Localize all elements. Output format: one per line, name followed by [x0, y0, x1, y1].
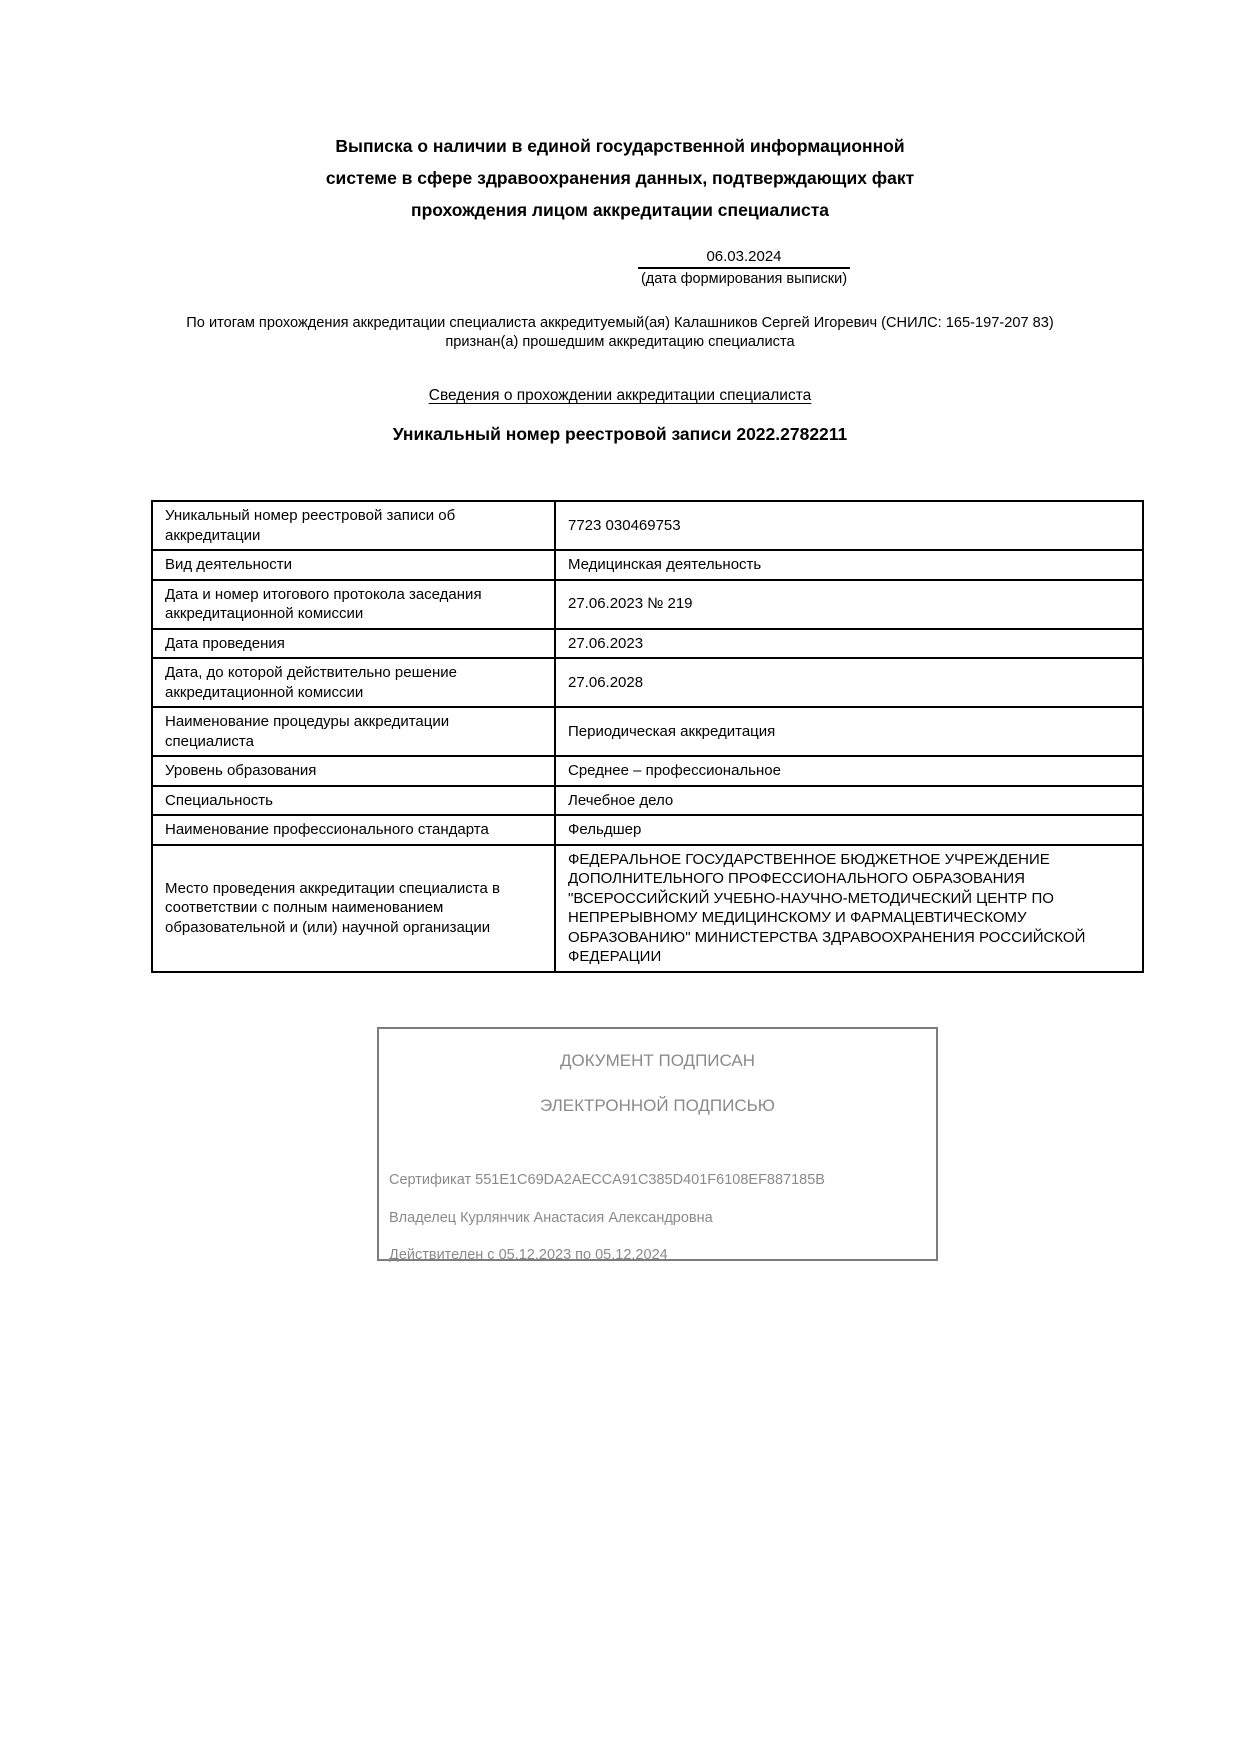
table-row	[152, 756, 1143, 786]
signature-header-line1: ДОКУМЕНТ ПОДПИСАН	[559, 1050, 756, 1070]
document-title-line: прохождения лицом аккредитации специалиста	[411, 200, 829, 220]
row-label: Дата и номер итогового протокола заседания аккредитационной комиссии	[152, 580, 555, 629]
table-row	[152, 815, 1143, 845]
table-row	[152, 786, 1143, 816]
intro-line: признан(а) прошедшим аккредитацию специалиста	[445, 334, 795, 350]
signature-owner-line: Владелец Курлянчик Анастасия Александровна	[389, 1209, 713, 1226]
row-label: Уникальный номер реестровой записи об аккредитации	[152, 501, 555, 550]
intro-line: По итогам прохождения аккредитации специалиста аккредитуемый(ая) Калашников Сергей Игоревич (СНИЛС: 165-197-207 83)	[186, 315, 1054, 331]
row-value: ФЕДЕРАЛЬНОЕ ГОСУДАРСТВЕННОЕ БЮДЖЕТНОЕ УЧРЕЖДЕНИЕ ДОПОЛНИТЕЛЬНОГО ПРОФЕССИОНАЛЬНОГО ОБРАЗОВАНИЯ "ВСЕРОССИЙСКИЙ УЧЕБНО-НАУЧНО-МЕТОДИЧЕСКИЙ ЦЕНТР ПО НЕПРЕРЫВНОМУ МЕДИЦИНСКОМУ И ФАРМАЦЕВТИЧЕСКОМУ ОБРАЗОВАНИЮ" МИНИСТЕРСТВА ЗДРАВООХРАНЕНИЯ РОССИЙСКОЙ ФЕДЕРАЦИИ	[555, 845, 1143, 972]
row-label: Специальность	[152, 786, 555, 816]
row-value: Периодическая аккредитация	[555, 707, 1143, 756]
accreditation-table	[151, 500, 1144, 973]
row-label: Уровень образования	[152, 756, 555, 786]
row-label: Дата проведения	[152, 629, 555, 659]
row-value: Фельдшер	[555, 815, 1143, 845]
table-row	[152, 658, 1143, 707]
row-value: Среднее – профессиональное	[555, 756, 1143, 786]
document-title	[0, 0, 1240, 226]
row-label: Наименование процедуры аккредитации специалиста	[152, 707, 555, 756]
table-row	[152, 707, 1143, 756]
row-value: Лечебное дело	[555, 786, 1143, 816]
formation-date: 06.03.2024	[638, 248, 850, 269]
row-value: 27.06.2023	[555, 629, 1143, 659]
section-heading	[0, 386, 1240, 405]
signature-certificate-line: Сертификат 551E1C69DA2AECCA91C385D401F6108EF887185B	[389, 1171, 825, 1188]
table-row	[152, 629, 1143, 659]
table-row	[152, 501, 1143, 550]
table-row	[152, 580, 1143, 629]
table-row	[152, 845, 1143, 972]
document-title-line: системе в сфере здравоохранения данных, подтверждающих факт	[325, 168, 915, 188]
row-value: 7723 030469753	[555, 501, 1143, 550]
signature-validity-line: Действителен с 05.12.2023 по 05.12.2024	[389, 1246, 668, 1263]
formation-date-block	[638, 248, 850, 288]
row-label: Вид деятельности	[152, 550, 555, 580]
formation-date-caption: (дата формирования выписки)	[640, 271, 848, 287]
row-value: Медицинская деятельность	[555, 550, 1143, 580]
row-label: Наименование профессионального стандарта	[152, 815, 555, 845]
section-heading-text: Сведения о прохождении аккредитации специалиста	[428, 387, 812, 404]
electronic-signature-box	[377, 1027, 938, 1261]
registry-number-heading: Уникальный номер реестровой записи 2022.2782211	[392, 424, 848, 444]
row-label: Дата, до которой действительно решение аккредитационной комиссии	[152, 658, 555, 707]
row-label: Место проведения аккредитации специалиста в соответствии с полным наименованием образовательной и (или) научной организации	[152, 845, 555, 972]
signature-header-line2: ЭЛЕКТРОННОЙ ПОДПИСЬЮ	[540, 1095, 775, 1115]
document-title-line: Выписка о наличии в единой государственной информационной	[335, 136, 905, 156]
intro-paragraph	[0, 314, 1240, 352]
row-value: 27.06.2023 № 219	[555, 580, 1143, 629]
row-value: 27.06.2028	[555, 658, 1143, 707]
table-row	[152, 550, 1143, 580]
